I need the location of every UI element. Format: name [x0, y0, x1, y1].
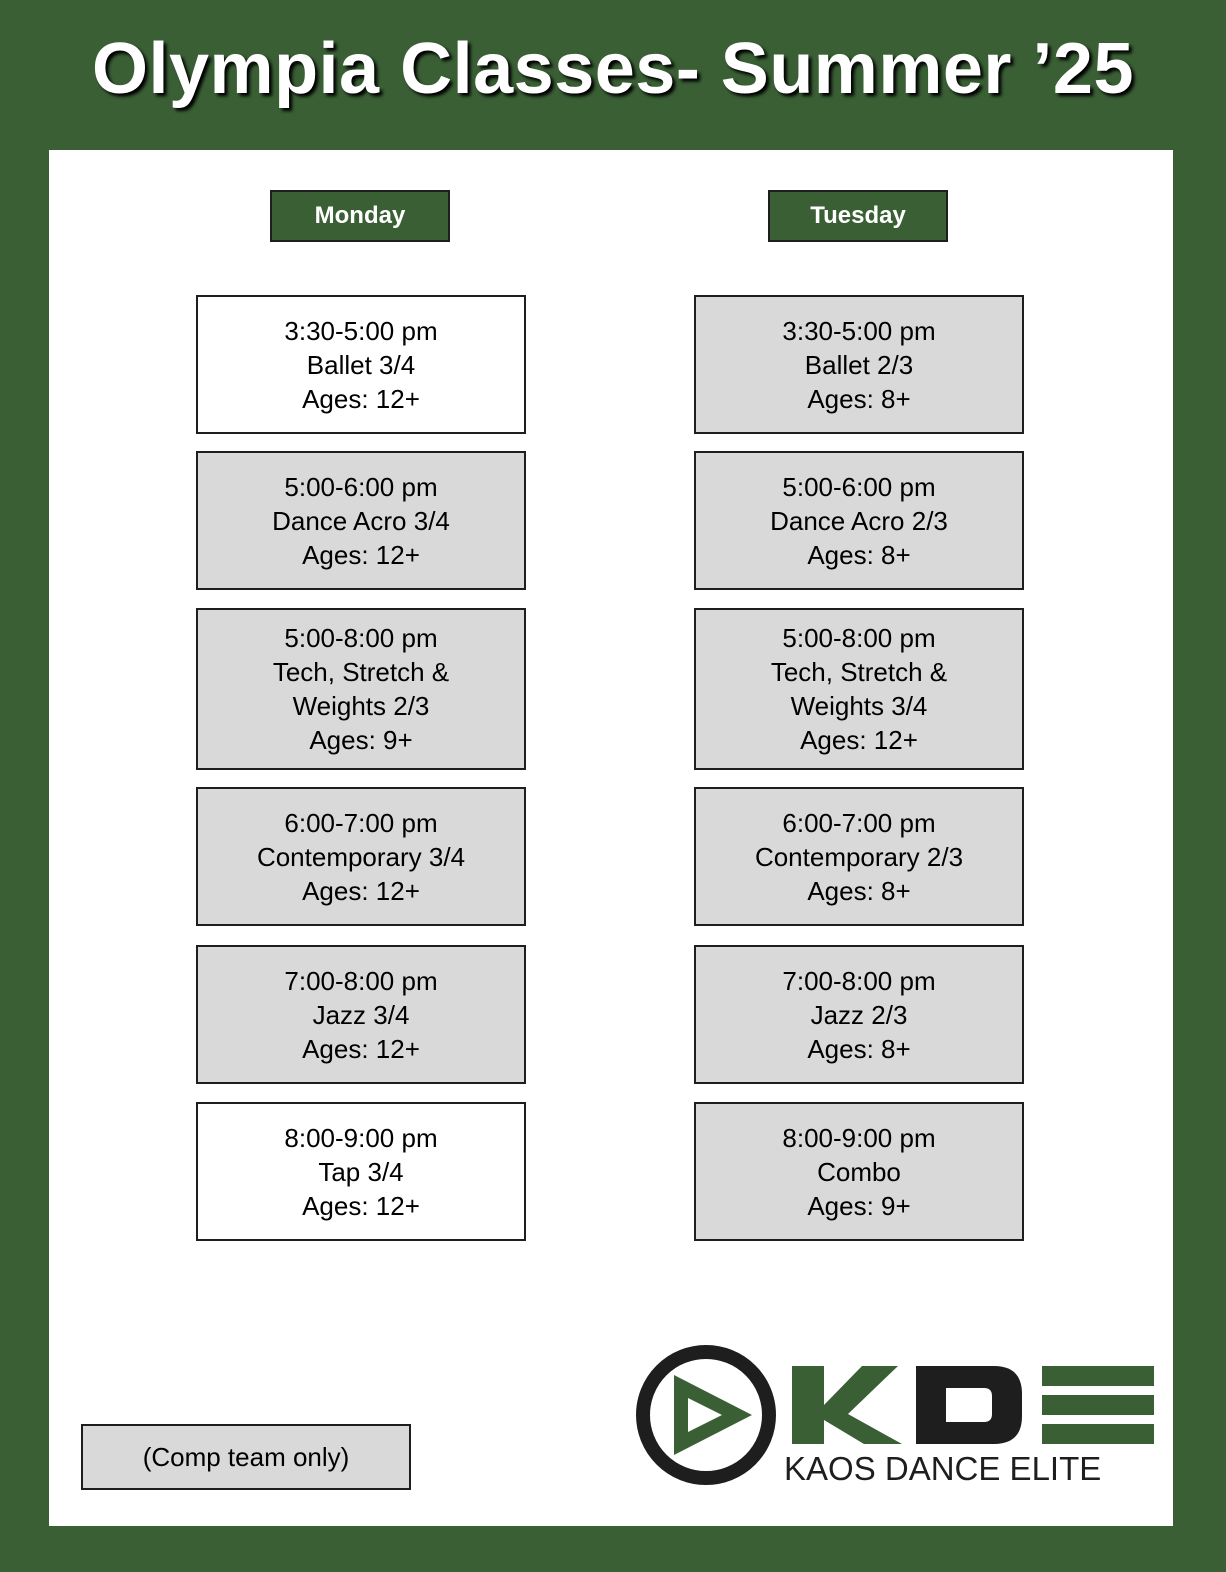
class-time: 5:00-6:00 pm	[284, 471, 438, 502]
kde-letters	[792, 1366, 1154, 1444]
class-ages: Ages: 12+	[302, 1033, 420, 1064]
class-name: Weights 2/3	[292, 691, 430, 721]
class-name: Contemporary 3/4	[256, 841, 466, 872]
class-name: Dance Acro 3/4	[272, 505, 450, 536]
schedule-panel	[49, 150, 1173, 1526]
class-name: Contemporary 2/3	[754, 841, 964, 872]
class-time: 5:00-8:00 pm	[284, 623, 438, 653]
class-card	[196, 1102, 526, 1241]
class-name: Combo	[817, 1156, 901, 1187]
class-time: 6:00-7:00 pm	[782, 807, 936, 838]
class-time: 3:30-5:00 pm	[782, 315, 936, 346]
day-header-monday: Monday	[270, 190, 450, 242]
class-ages: Ages: 8+	[807, 875, 911, 906]
comp-team-legend: (Comp team only)	[81, 1424, 411, 1490]
class-name: Dance Acro 2/3	[770, 505, 948, 536]
class-ages: Ages: 12+	[800, 725, 918, 755]
class-card	[694, 945, 1024, 1084]
class-name: Ballet 3/4	[306, 349, 416, 380]
class-card	[196, 945, 526, 1084]
class-time: 7:00-8:00 pm	[284, 965, 438, 996]
class-time: 7:00-8:00 pm	[782, 965, 936, 996]
class-time: 8:00-9:00 pm	[782, 1122, 936, 1153]
class-card	[694, 451, 1024, 590]
class-name: Tech, Stretch &	[770, 657, 948, 687]
class-card	[196, 608, 526, 770]
class-ages: Ages: 9+	[807, 1190, 911, 1221]
class-ages: Ages: 8+	[807, 1033, 911, 1064]
class-time: 6:00-7:00 pm	[284, 807, 438, 838]
page-title: Olympia Classes- Summer ’25	[92, 29, 1134, 109]
class-time: 5:00-8:00 pm	[782, 623, 936, 653]
class-ages: Ages: 12+	[302, 539, 420, 570]
class-time: 3:30-5:00 pm	[284, 315, 438, 346]
class-card	[694, 295, 1024, 434]
kde-logo	[634, 1340, 1164, 1490]
logo-tagline: KAOS DANCE ELITE	[784, 1450, 1102, 1487]
class-name: Jazz 2/3	[810, 999, 908, 1030]
class-name: Weights 3/4	[790, 691, 928, 721]
class-card	[196, 451, 526, 590]
class-card	[694, 787, 1024, 926]
class-time: 5:00-6:00 pm	[782, 471, 936, 502]
class-ages: Ages: 12+	[302, 383, 420, 414]
class-ages: Ages: 12+	[302, 875, 420, 906]
class-name: Tech, Stretch &	[272, 657, 450, 687]
class-ages: Ages: 12+	[302, 1190, 420, 1221]
play-circle-icon	[643, 1352, 769, 1478]
class-time: 8:00-9:00 pm	[284, 1122, 438, 1153]
class-card	[196, 295, 526, 434]
class-name: Jazz 3/4	[312, 999, 410, 1030]
class-card	[694, 608, 1024, 770]
class-card	[694, 1102, 1024, 1241]
day-header-tuesday: Tuesday	[768, 190, 948, 242]
class-card	[196, 787, 526, 926]
class-ages: Ages: 9+	[309, 725, 413, 755]
class-ages: Ages: 8+	[807, 383, 911, 414]
class-ages: Ages: 8+	[807, 539, 911, 570]
class-name: Tap 3/4	[318, 1156, 404, 1187]
class-name: Ballet 2/3	[804, 349, 914, 380]
